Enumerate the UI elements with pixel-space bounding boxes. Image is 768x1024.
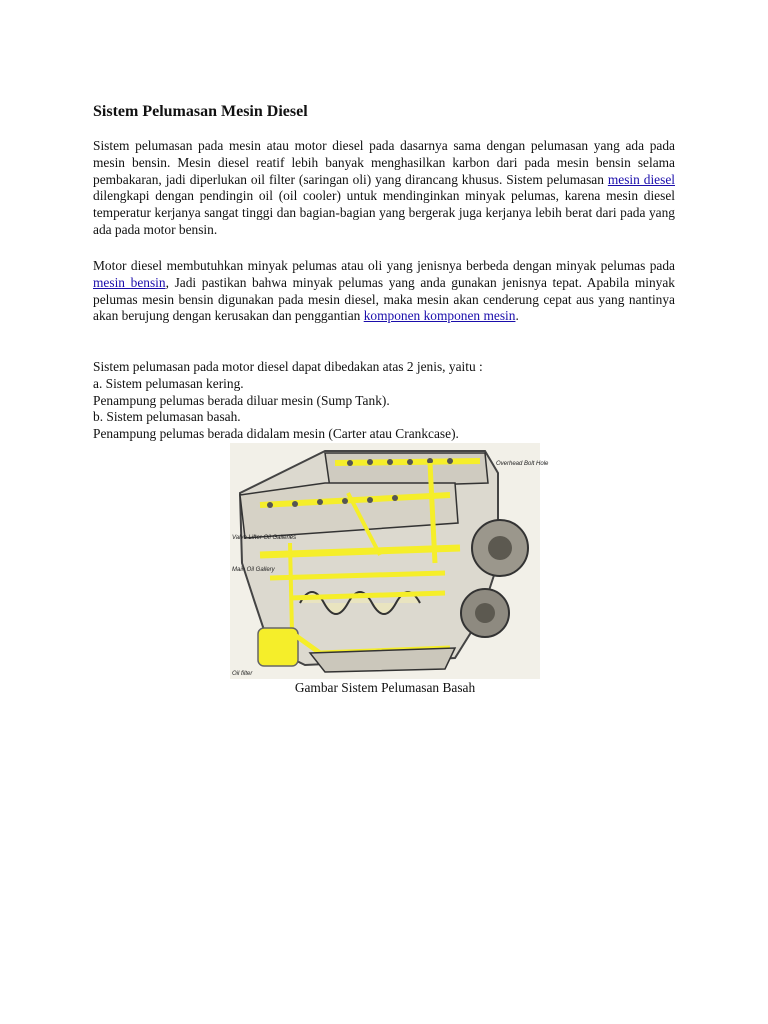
label-oil-filter: Oil filter (232, 671, 253, 677)
list-item-a-description: Penampung pelumas berada diluar mesin (Sump Tank). (93, 392, 390, 408)
paragraph-1 (93, 138, 675, 239)
list-item-b: b. Sistem pelumasan basah. (93, 409, 241, 425)
engine-lubrication-figure (230, 443, 549, 679)
label-valve-lifter: Valve Lifter Oil Galleries (232, 535, 297, 541)
paragraph-1-text-a: Sistem pelumasan pada mesin atau motor diesel pada dasarnya sama dengan pelumasan yang ada pada mesin bensin. Mesin diesel reatif lebih banyak menghasilkan karbon dari pada mesin bensin selama pembakaran, jadi diperlukan oil filter (saringan oli) yang dirancang khusus. Sistem pelumasan (93, 138, 675, 187)
paragraph-2-text-a: Motor diesel membutuhkan minyak pelumas atau oli yang jenisnya berbeda dengan minyak pelumas pada (93, 258, 675, 273)
link-mesin-diesel[interactable]: mesin diesel (607, 171, 675, 187)
label-overhead-bolt-hole: Overhead Bolt Hole (496, 461, 549, 467)
list-intro: Sistem pelumasan pada motor diesel dapat dibedakan atas 2 jenis, yaitu : (93, 359, 483, 374)
label-main-oil-gallery: Main Oil Gallery (232, 567, 275, 573)
lubrication-types-list (93, 359, 675, 443)
link-komponen-mesin[interactable]: komponen komponen mesin (363, 308, 516, 324)
figure-caption: Gambar Sistem Pelumasan Basah (294, 680, 476, 695)
engine-diagram (230, 443, 549, 679)
list-item-a: a. Sistem pelumasan kering. (93, 375, 244, 391)
document-title: Sistem Pelumasan Mesin Diesel (93, 103, 308, 120)
link-mesin-bensin[interactable]: mesin bensin (93, 274, 166, 290)
paragraph-2-text-b: , Jadi pastikan bahwa minyak pelumas yang anda gunakan jenisnya tepat. Apabila minyak pelumas mesin bensin digunakan pada mesin diesel, maka mesin akan cenderung cepat aus yang nantinya akan berujung dengan kerusakan dan penggantian (93, 274, 676, 324)
paragraph-1-text-b: dilengkapi dengan pendingin oil (oil cooler) untuk mendinginkan minyak pelumas, karena mesin diesel temperatur kerjanya sangat tinggi dan bagian-bagian yang bergerak juga kerjanya lebih berat dari pada yang ada pada motor bensin. (93, 188, 675, 237)
paragraph-2-text-c: . (515, 308, 519, 324)
list-item-b-description: Penampung pelumas berada didalam mesin (Carter atau Crankcase). (93, 426, 459, 442)
paragraph-2 (93, 258, 675, 325)
